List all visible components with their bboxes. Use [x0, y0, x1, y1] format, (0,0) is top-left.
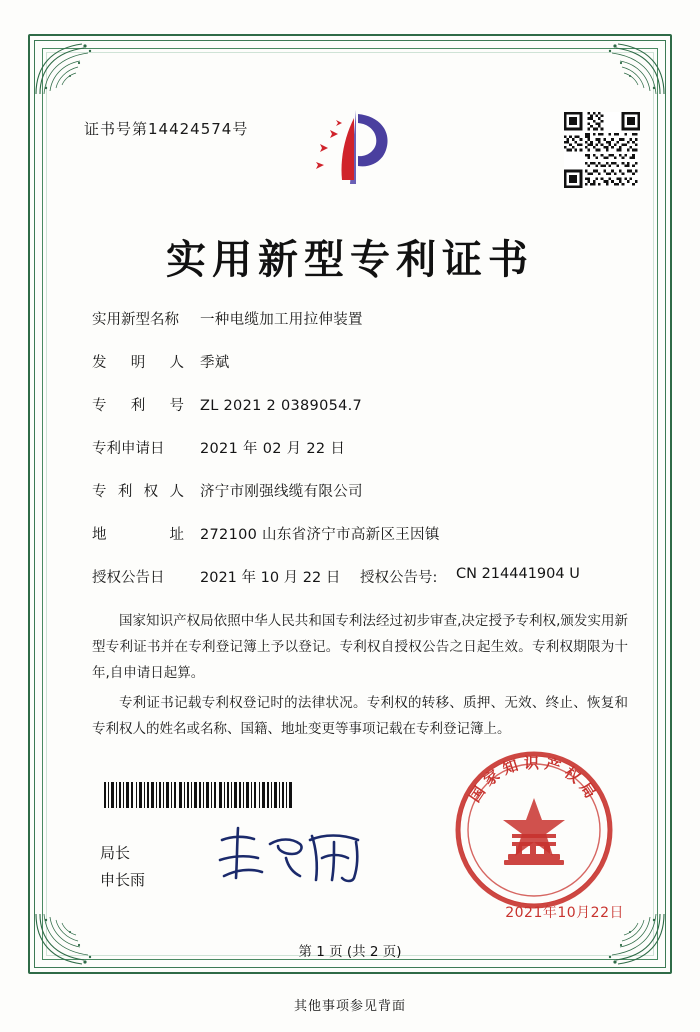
field-label: [92, 480, 200, 501]
field-label: 授权公告日: [92, 570, 165, 586]
director-role-label: 局长: [100, 844, 131, 862]
official-red-seal-icon: [450, 746, 618, 914]
field-value: 2021 年 02 月 22 日: [200, 441, 346, 457]
legal-text-block: [92, 608, 628, 746]
field-value: 季斌: [200, 355, 230, 371]
field-label: 专利申请日: [92, 441, 165, 457]
seal-date: 2021年10月22日: [505, 905, 624, 921]
field-label-char: 利: [130, 398, 146, 414]
handwritten-signature-icon: [212, 820, 382, 890]
field-value: 济宁市刚强线缆有限公司: [200, 484, 363, 500]
field-value: 272100 山东省济宁市高新区王因镇: [200, 527, 440, 543]
svg-text:国家知识产权局: 国家知识产权局: [465, 754, 603, 806]
signature-labels: [100, 840, 145, 894]
field-label-char: 人: [169, 355, 184, 371]
page-title: 实用新型专利证书: [166, 237, 534, 283]
field-label-char: 专: [92, 398, 107, 414]
field-label-char: 址: [169, 527, 184, 543]
field-row-address: [92, 523, 630, 544]
certificate-number: 证书号第14424574号: [84, 120, 249, 138]
field-row-grant-announcement: [92, 566, 630, 587]
legal-paragraph: 专利证书记载专利权登记时的法律状况。专利权的转移、质押、无效、终止、恢复和专利权人的姓名或名称、国籍、地址变更等事项记载在专利登记簿上。: [92, 695, 628, 737]
field-label-char: 人: [169, 484, 184, 500]
field-label-char: 号: [169, 398, 184, 414]
field-label-char: 利: [117, 484, 133, 500]
back-side-note: 其他事项参见背面: [293, 999, 406, 1014]
field-label-char: 发: [92, 355, 107, 371]
field-label: 实用新型名称: [92, 312, 179, 328]
field-row-patentee: [92, 480, 630, 501]
field-list: [92, 308, 630, 603]
field-label: [92, 523, 200, 544]
field-label: [92, 394, 200, 415]
field-value: ZL 2021 2 0389054.7: [200, 398, 363, 414]
field-label-char: 专: [92, 484, 107, 500]
field-label: 授权公告号:: [360, 570, 438, 586]
page-indicator: 第 1 页 (共 2 页): [298, 944, 402, 960]
field-row-inventor: [92, 351, 630, 372]
field-row-application-date: [92, 437, 630, 458]
field-row-patent-number: [92, 394, 630, 415]
qr-code-icon: [564, 112, 640, 188]
field-label-char: 地: [92, 527, 107, 543]
field-label: [92, 351, 200, 372]
field-value: CN 214441904 U: [456, 566, 580, 582]
field-label-char: 权: [143, 484, 159, 500]
field-value: 一种电缆加工用拉伸装置: [200, 312, 363, 328]
barcode-icon: [104, 782, 294, 808]
field-value: 2021 年 10 月 22 日: [200, 570, 341, 586]
director-name-label: 申长雨: [100, 871, 146, 889]
field-row-utility-model-name: [92, 308, 630, 329]
sipo-logo-icon: [300, 108, 400, 190]
legal-paragraph: 国家知识产权局依照中华人民共和国专利法经过初步审查,决定授予专利权,颁发实用新型专利证书并在专利登记簿上予以登记。专利权自授权公告之日起生效。专利权期限为十年,自申请日起算。: [92, 613, 628, 681]
field-label-char: 明: [130, 355, 146, 371]
